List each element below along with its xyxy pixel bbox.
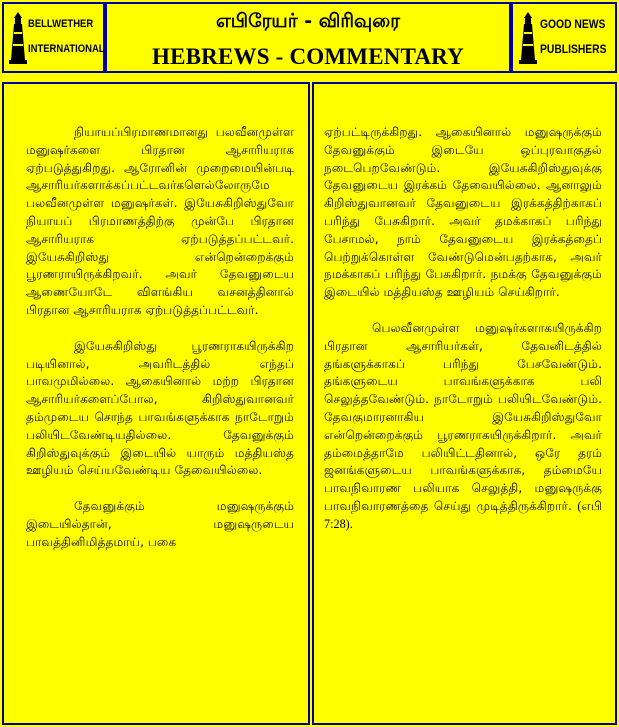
scripture-reference: (எபி 7:28). xyxy=(324,498,603,531)
left-paragraph-3 xyxy=(26,498,294,551)
right-paragraph-2-text: பெலவீனமுள்ள மனுஷர்களாகயிருக்கிற பிரதான ஆசாரியர்கள், தேவனிடத்தில் தங்களுக்காகப் பரிந்து பேசவேண்டும். தங்களுடைய பாவங்களுக்காக பலி செலுத்தவேண்டும். நாடோறும் பலியிடவேண்டும். தேவகுமாரனாகிய இயேசுகிறிஸ்துவோ என்றென்றைக்கும் பூரணராகயிருக்கிறார். அவர் தம்மைத்தாமே பலியிட்டதினால், ஒரே தரம் ஜனங்களுடைய பாவங்களுக்காக, தம்மையே பாவநிவாரண பலியாக செலுத்தி, மனுஷருக்கு பாவநிவாரணத்தை செய்து முடித்திருக்கிறார். xyxy=(324,320,602,513)
right-paragraph-2 xyxy=(324,320,602,534)
bellwether-logo-line2: INTERNATIONAL xyxy=(28,43,105,55)
left-paragraph-1-text: நியாயப்பிரமாணமானது பலவீனமுள்ள மனுஷர்களை பிரதான ஆசாரியராக ஏற்படுத்துகிறது. ஆரோனின் முறைமையின்படி ஆசாரியர்களாக்கப்பட்டவர்களெல்லோருமே பலவீனமுள்ள மனுஷர்கள். இயேசுகிறிஸ்துவோ நியாயப் பிரமாணத்திற்கு முன்பே பிரதான ஆசாரியராக ஏற்படுத்தப்பட்டவர். இயேசுகிறிஸ்து என்றென்றைக்கும் பூரணராயிருக்கிறவர். அவர் தேவனுடைய ஆணையோடே விளங்கிய வசனத்தினால் பிரதான ஆசாரியராக ஏற்படுத்தப்பட்டவர். xyxy=(26,125,294,317)
right-paragraph-1 xyxy=(324,124,602,302)
bellwether-logo-line1: BELLWETHER xyxy=(28,18,94,30)
right-column xyxy=(312,82,617,725)
lighthouse-icon xyxy=(519,12,537,64)
left-paragraph-1 xyxy=(26,124,294,320)
right-column-text xyxy=(324,124,602,534)
left-column-text xyxy=(26,124,294,552)
page-title-tamil: எபிரேயர் - விரிவுரை xyxy=(215,10,401,32)
right-paragraph-1-text: ஏற்பட்டிருக்கிறது. ஆகையினால் மனுஷருக்கும் தேவனுக்கும் இடையே ஒப்புரவாகுதல் நடைபெறவேண்டும். இயேசுகிறிஸ்துவுக்கு தேவனுடைய இரக்கம் தேவையில்லை. ஆனாலும் கிறிஸ்துவானவர் தேவனுடைய இரக்கத்திற்காகப் பரிந்து பேசுகிறார். அவர் தமக்காகப் பரிந்து பேசாமல், நாம் தேவனுடைய இரக்கத்தைப் பெற்றுக்கொள்ள வேண்டுமென்பதற்காக, அவர் நமக்காகப் பரிந்து பேசுகிறார். நமக்கு தேவனுக்கும் இடையில் மத்தியஸ்த ஊழியம் செய்கிறார். xyxy=(324,125,602,300)
good-news-logo-line1: GOOD NEWS xyxy=(540,17,606,31)
good-news-logo-line2: PUBLISHERS xyxy=(540,42,607,56)
good-news-logo xyxy=(511,2,617,73)
left-paragraph-3-text: தேவனுக்கும் மனுஷருக்கும் இடையில்தான், மனுஷருடைய பாவத்தினிமித்தமாய், பகை xyxy=(26,499,294,549)
left-paragraph-2-text: இயேசுகிறிஸ்து பூரணராகயிருக்கிற படியினால், அவரிடத்தில் எந்தப் பாவமுமில்லை. ஆகையினால் மற்ற பிரதான ஆசாரியர்களைப்போல, கிறிஸ்துவானவர் தம்முடைய சொந்த பாவங்களுக்காக நாடோறும் பலியிடவேண்டியதில்லை. தேவனுக்கும் கிறிஸ்துவுக்கும் இடையில் யாரும் மத்தியஸ்த ஊழியம் செய்யவேண்டிய தேவையில்லை. xyxy=(26,338,294,478)
left-paragraph-2 xyxy=(26,338,294,480)
lighthouse-icon xyxy=(9,12,27,64)
page-header xyxy=(0,0,619,77)
page-title-english: HEBREWS - COMMENTARY xyxy=(152,44,464,69)
title-box xyxy=(105,2,511,73)
bellwether-logo xyxy=(2,2,105,73)
left-column xyxy=(2,82,310,725)
